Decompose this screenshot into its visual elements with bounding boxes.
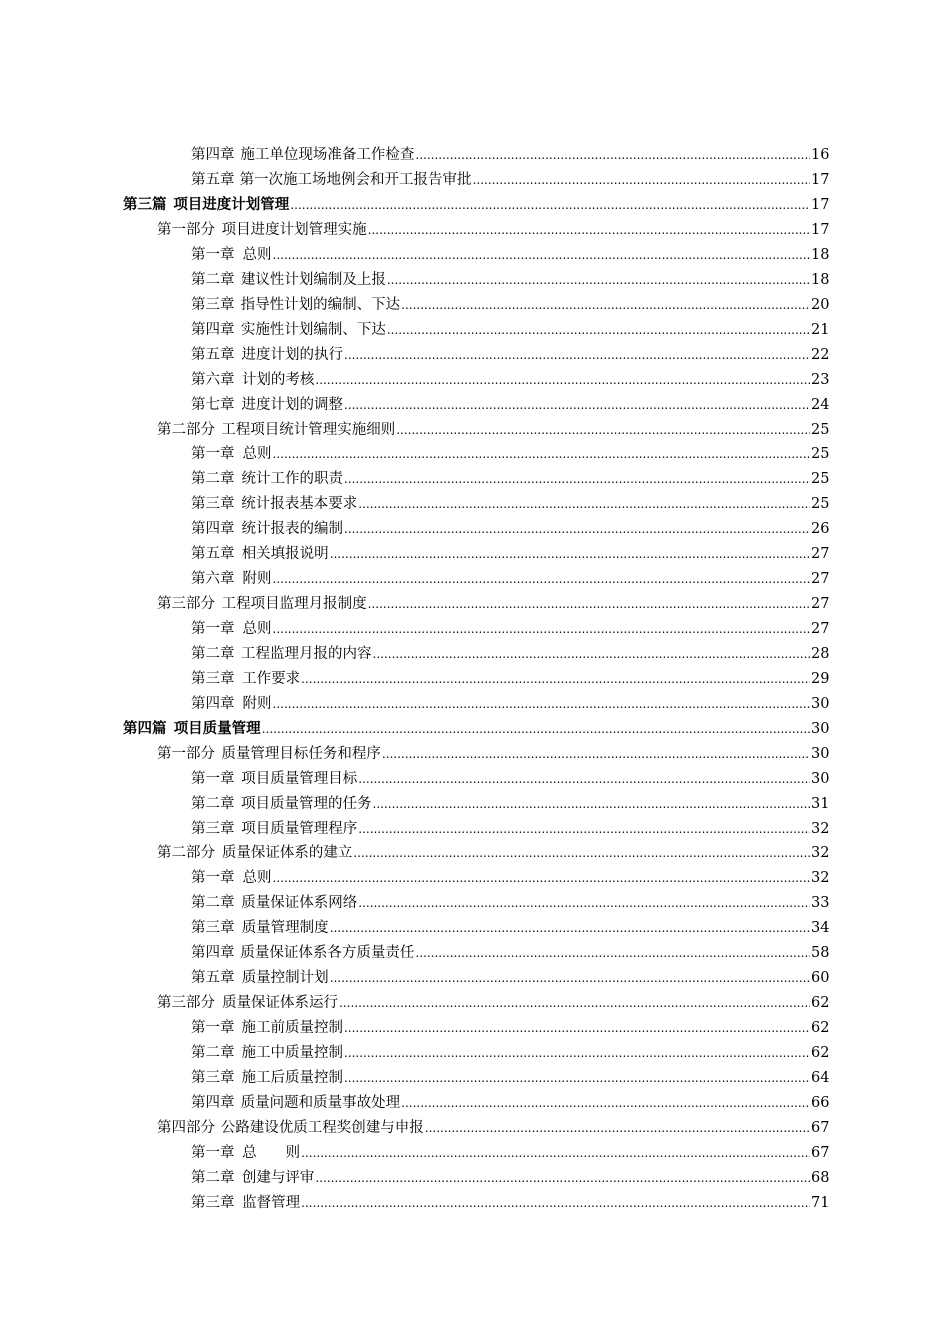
toc-entry-title: 项目进度计划管理实施 (221, 222, 367, 239)
toc-dot-leader (382, 748, 810, 760)
toc-entry-number: 第五章 (191, 970, 235, 987)
toc-entry-page-number: 16 (811, 147, 830, 164)
toc-entry-number: 第二章 (191, 895, 235, 912)
toc-entry-line (157, 1121, 829, 1136)
toc-dot-leader (358, 773, 810, 785)
toc-entry-number: 第一章 (191, 246, 235, 263)
toc-entry-title: 统计报表基本要求 (241, 496, 358, 513)
toc-dot-leader (330, 972, 810, 984)
toc-entry-title: 公路建设优质工程奖创建与申报 (220, 1119, 424, 1136)
toc-entry-number: 第二章 (191, 271, 235, 288)
toc-entry-page-number: 24 (811, 396, 830, 413)
toc-entry-number: 第六章 (191, 371, 235, 388)
toc-entry-title: 质量保证体系的建立 (221, 845, 353, 862)
toc-entry-title: 工程监理月报的内容 (241, 645, 372, 662)
toc-entry-title: 施工单位现场准备工作检查 (240, 147, 415, 164)
toc-entry-line (157, 846, 829, 861)
toc-entry-number: 第三章 (191, 670, 235, 687)
toc-dot-leader (301, 673, 810, 685)
toc-entry-line (157, 747, 829, 762)
toc-entry-number: 第四章 (191, 1094, 235, 1111)
toc-entry-title: 实施性计划编制、下达 (240, 321, 386, 338)
toc-entry-page-number: 67 (811, 1119, 830, 1136)
toc-entry-title: 统计报表的编制 (241, 521, 343, 538)
toc-entry-page-number: 17 (811, 172, 830, 189)
toc-entry-line (191, 1146, 829, 1161)
toc-dot-leader (358, 823, 810, 835)
toc-entry[interactable] (0, 343, 950, 368)
toc-entry[interactable] (0, 517, 950, 542)
toc-entry[interactable] (0, 891, 950, 916)
toc-entry-title: 项目质量管理 (173, 719, 261, 737)
toc-entry-number: 第三篇 (123, 196, 167, 214)
toc-dot-leader (344, 1072, 810, 1084)
toc-entry-line (157, 423, 829, 438)
toc-entry-title: 质量保证体系网络 (241, 895, 358, 912)
toc-entry[interactable] (0, 243, 950, 268)
toc-entry-title: 工作要求 (242, 670, 301, 687)
toc-entry-number: 第一章 (191, 1144, 235, 1161)
toc-entry-title: 项目进度计划管理 (173, 196, 290, 214)
toc-dot-leader (401, 1097, 810, 1109)
toc-entry[interactable] (0, 617, 950, 642)
toc-entry-line (123, 198, 829, 213)
toc-entry[interactable] (0, 567, 950, 592)
toc-dot-leader (401, 299, 810, 311)
toc-entry-page-number: 22 (811, 346, 830, 363)
toc-entry-line (191, 1071, 829, 1086)
toc-entry-title: 总 则 (242, 1144, 301, 1161)
toc-entry-title: 计划的考核 (241, 371, 315, 388)
toc-entry-number: 第二章 (191, 1044, 235, 1061)
toc-entry-page-number: 33 (811, 895, 830, 912)
toc-entry-number: 第三章 (191, 820, 235, 837)
toc-entry-page-number: 25 (811, 446, 830, 463)
toc-entry[interactable] (0, 417, 950, 442)
toc-dot-leader (387, 274, 810, 286)
toc-entry[interactable] (0, 1041, 950, 1066)
toc-entry-page-number: 27 (811, 546, 830, 563)
toc-entry-line (191, 373, 829, 388)
toc-dot-leader (330, 548, 810, 560)
toc-entry-line (191, 647, 829, 662)
toc-entry-number: 第一章 (191, 770, 235, 787)
toc-entry-number: 第一章 (191, 1020, 235, 1037)
toc-dot-leader (262, 723, 810, 735)
toc-entry[interactable] (0, 1091, 950, 1116)
toc-entry-line (157, 223, 829, 238)
toc-dot-leader (273, 448, 810, 460)
toc-entry[interactable] (0, 966, 950, 991)
toc-entry-page-number: 17 (811, 222, 830, 239)
toc-entry-page-number: 66 (811, 1094, 830, 1111)
toc-entry-line (191, 622, 829, 637)
toc-entry-title: 质量控制计划 (241, 970, 329, 987)
toc-entry-title: 第一次施工场地例会和开工报告审批 (239, 172, 472, 189)
toc-entry-title: 建议性计划编制及上报 (240, 271, 386, 288)
toc-entry-title: 质量保证体系各方质量责任 (240, 945, 415, 962)
toc-entry-number: 第六章 (191, 571, 235, 588)
toc-entry-line (191, 148, 829, 163)
toc-dot-leader (290, 199, 810, 211)
toc-entry-title: 总则 (242, 246, 272, 263)
toc-entry-title: 附则 (242, 571, 272, 588)
toc-entry-page-number: 32 (811, 845, 830, 862)
toc-entry[interactable] (0, 143, 950, 168)
toc-entry-line (191, 772, 829, 787)
toc-entry-number: 第一章 (191, 870, 235, 887)
toc-entry-page-number: 17 (811, 197, 830, 214)
toc-entry-page-number: 26 (811, 521, 830, 538)
toc-entry-line (157, 996, 829, 1011)
toc-dot-leader (301, 1197, 810, 1209)
toc-entry[interactable] (0, 791, 950, 816)
toc-entry-title: 工程项目监理月报制度 (221, 596, 367, 613)
toc-dot-leader (425, 1122, 810, 1134)
toc-dot-leader (273, 249, 810, 261)
toc-entry-page-number: 28 (811, 645, 830, 662)
toc-entry-title: 统计工作的职责 (241, 471, 343, 488)
toc-entry-line (191, 447, 829, 462)
toc-entry-title: 总则 (242, 446, 272, 463)
toc-entry-page-number: 27 (811, 621, 830, 638)
toc-entry-line (157, 597, 829, 612)
toc-entry-number: 第二部分 (157, 845, 215, 862)
toc-entry-page-number: 18 (811, 246, 830, 263)
toc-entry-title: 指导性计划的编制、下达 (240, 296, 401, 313)
toc-entry[interactable] (0, 766, 950, 791)
toc-entry-title: 质量保证体系运行 (222, 995, 339, 1012)
toc-dot-leader (344, 523, 810, 535)
toc-entry[interactable] (0, 916, 950, 941)
toc-dot-leader (344, 349, 810, 361)
toc-entry[interactable] (0, 991, 950, 1016)
toc-dot-leader (358, 498, 810, 510)
toc-dot-leader (368, 224, 810, 236)
toc-entry-page-number: 62 (811, 1044, 830, 1061)
toc-entry-number: 第三章 (191, 496, 235, 513)
toc-entry-page-number: 68 (811, 1169, 830, 1186)
toc-entry-line (191, 1046, 829, 1061)
toc-entry-line (191, 797, 829, 812)
toc-entry-number: 第五章 (191, 546, 235, 563)
toc-entry-number: 第四章 (191, 695, 235, 712)
table-of-contents (0, 143, 950, 1215)
toc-entry-page-number: 25 (811, 496, 830, 513)
toc-entry-line (191, 946, 829, 961)
toc-entry-line (191, 497, 829, 512)
toc-dot-leader (301, 1147, 810, 1159)
toc-entry-title: 项目质量管理的任务 (241, 795, 372, 812)
toc-entry-number: 第四篇 (123, 719, 167, 737)
toc-entry[interactable] (0, 692, 950, 717)
toc-entry[interactable] (0, 193, 950, 218)
toc-entry-line (191, 173, 829, 188)
toc-dot-leader (273, 623, 810, 635)
toc-entry-number: 第五章 (191, 172, 235, 189)
toc-dot-leader (368, 598, 810, 610)
toc-entry-line (191, 822, 829, 837)
toc-entry-number: 第五章 (191, 346, 235, 363)
toc-entry-page-number: 27 (811, 596, 830, 613)
toc-entry-page-number: 20 (811, 296, 830, 313)
toc-entry-title: 质量问题和质量事故处理 (240, 1094, 401, 1111)
toc-entry-title: 施工中质量控制 (241, 1044, 343, 1061)
toc-entry[interactable] (0, 318, 950, 343)
toc-entry[interactable] (0, 742, 950, 767)
toc-dot-leader (373, 648, 810, 660)
toc-entry-page-number: 32 (811, 820, 830, 837)
toc-dot-leader (396, 424, 810, 436)
toc-entry-title: 质量管理目标任务和程序 (221, 745, 381, 762)
toc-entry-title: 工程项目统计管理实施细则 (221, 421, 396, 438)
toc-dot-leader (273, 872, 810, 884)
toc-entry-page-number: 18 (811, 271, 830, 288)
toc-entry[interactable] (0, 642, 950, 667)
toc-entry[interactable] (0, 841, 950, 866)
toc-entry-number: 第四章 (191, 521, 235, 538)
toc-entry[interactable] (0, 717, 950, 742)
toc-dot-leader (344, 399, 810, 411)
toc-entry-title: 监督管理 (242, 1194, 301, 1211)
toc-entry[interactable] (0, 1016, 950, 1041)
toc-entry-title: 相关填报说明 (241, 546, 329, 563)
toc-entry-page-number: 25 (811, 421, 830, 438)
toc-entry-line (191, 348, 829, 363)
toc-entry[interactable] (0, 367, 950, 392)
toc-dot-leader (330, 922, 810, 934)
toc-entry-number: 第七章 (191, 396, 235, 413)
toc-entry[interactable] (0, 293, 950, 318)
toc-entry-number: 第三部分 (157, 995, 215, 1012)
toc-entry-line (191, 697, 829, 712)
toc-entry-title: 创建与评审 (241, 1169, 315, 1186)
toc-entry[interactable] (0, 592, 950, 617)
toc-entry-line (191, 572, 829, 587)
toc-entry-line (191, 672, 829, 687)
toc-entry[interactable] (0, 816, 950, 841)
toc-entry[interactable] (0, 667, 950, 692)
toc-entry-page-number: 21 (811, 321, 830, 338)
toc-entry-title: 质量管理制度 (241, 920, 329, 937)
toc-entry-page-number: 60 (811, 970, 830, 987)
toc-dot-leader (358, 897, 810, 909)
toc-entry-page-number: 58 (811, 945, 830, 962)
toc-entry[interactable] (0, 542, 950, 567)
toc-entry-number: 第一章 (191, 446, 235, 463)
toc-entry-title: 项目质量管理程序 (241, 820, 358, 837)
toc-entry-title: 项目质量管理目标 (241, 770, 358, 787)
toc-entry-page-number: 27 (811, 571, 830, 588)
toc-entry-line (191, 547, 829, 562)
toc-entry-line (191, 1021, 829, 1036)
toc-dot-leader (315, 374, 810, 386)
toc-entry-number: 第一部分 (157, 745, 215, 762)
toc-dot-leader (344, 473, 810, 485)
toc-entry-line (191, 1196, 829, 1211)
toc-dot-leader (273, 698, 810, 710)
toc-dot-leader (344, 1022, 810, 1034)
toc-entry-number: 第二章 (191, 1169, 235, 1186)
toc-entry-line (191, 323, 829, 338)
toc-entry[interactable] (0, 1066, 950, 1091)
toc-entry-line (191, 522, 829, 537)
toc-entry-line (191, 248, 829, 263)
toc-entry-title: 进度计划的调整 (241, 396, 343, 413)
toc-entry-number: 第一章 (191, 621, 235, 638)
toc-entry-line (191, 298, 829, 313)
toc-entry-page-number: 32 (811, 870, 830, 887)
toc-entry-page-number: 30 (811, 745, 830, 762)
toc-entry-page-number: 34 (811, 920, 830, 937)
toc-entry[interactable] (0, 1165, 950, 1190)
toc-entry-number: 第四部分 (157, 1119, 215, 1136)
toc-entry-page-number: 25 (811, 471, 830, 488)
toc-entry-number: 第三章 (191, 920, 235, 937)
toc-entry-number: 第一部分 (157, 222, 215, 239)
toc-entry-line (123, 719, 830, 737)
toc-entry[interactable] (0, 941, 950, 966)
toc-entry-page-number: 64 (811, 1069, 830, 1086)
toc-entry[interactable] (0, 467, 950, 492)
toc-entry-number: 第四章 (191, 147, 235, 164)
toc-entry-line (191, 273, 829, 288)
toc-dot-leader (387, 324, 810, 336)
toc-entry[interactable] (0, 392, 950, 417)
toc-dot-leader (415, 947, 810, 959)
toc-entry[interactable] (0, 1141, 950, 1166)
toc-entry[interactable] (0, 866, 950, 891)
toc-entry-number: 第二部分 (157, 421, 215, 438)
toc-entry-line (191, 472, 829, 487)
toc-entry-number: 第二章 (191, 795, 235, 812)
toc-entry[interactable] (0, 218, 950, 243)
toc-entry-line (191, 398, 829, 413)
toc-dot-leader (315, 1172, 810, 1184)
toc-entry-number: 第三章 (191, 296, 235, 313)
toc-entry[interactable] (0, 442, 950, 467)
toc-entry-number: 第三部分 (157, 596, 215, 613)
toc-entry[interactable] (0, 492, 950, 517)
toc-entry[interactable] (0, 1116, 950, 1141)
toc-entry-number: 第二章 (191, 471, 235, 488)
toc-entry-title: 施工后质量控制 (241, 1069, 343, 1086)
toc-entry-title: 附则 (242, 695, 272, 712)
toc-entry-title: 总则 (242, 870, 272, 887)
toc-dot-leader (353, 847, 810, 859)
toc-entry-number: 第四章 (191, 321, 235, 338)
toc-entry-page-number: 67 (811, 1144, 830, 1161)
toc-entry-page-number: 29 (811, 670, 830, 687)
toc-entry[interactable] (0, 268, 950, 293)
toc-entry-title: 总则 (242, 621, 272, 638)
toc-dot-leader (273, 573, 810, 585)
toc-dot-leader (339, 997, 810, 1009)
toc-entry-page-number: 30 (811, 720, 830, 737)
toc-entry-page-number: 30 (811, 695, 830, 712)
toc-entry-line (191, 871, 829, 886)
toc-entry-title: 施工前质量控制 (241, 1020, 343, 1037)
toc-entry-title: 进度计划的执行 (241, 346, 343, 363)
toc-entry[interactable] (0, 1190, 950, 1215)
toc-entry-page-number: 62 (811, 995, 830, 1012)
toc-dot-leader (373, 798, 810, 810)
toc-entry-line (191, 1171, 829, 1186)
toc-entry-page-number: 31 (811, 795, 830, 812)
toc-entry-line (191, 921, 829, 936)
toc-entry[interactable] (0, 168, 950, 193)
toc-entry-number: 第三章 (191, 1069, 235, 1086)
toc-entry-number: 第三章 (191, 1194, 235, 1211)
toc-entry-line (191, 896, 829, 911)
toc-entry-page-number: 30 (811, 770, 830, 787)
toc-entry-number: 第二章 (191, 645, 235, 662)
toc-dot-leader (473, 174, 810, 186)
toc-entry-page-number: 62 (811, 1020, 830, 1037)
toc-entry-page-number: 71 (811, 1194, 830, 1211)
toc-dot-leader (415, 149, 810, 161)
toc-entry-page-number: 23 (811, 371, 830, 388)
toc-dot-leader (344, 1047, 810, 1059)
toc-entry-line (191, 1096, 829, 1111)
toc-entry-number: 第四章 (191, 945, 235, 962)
toc-entry-line (191, 971, 829, 986)
